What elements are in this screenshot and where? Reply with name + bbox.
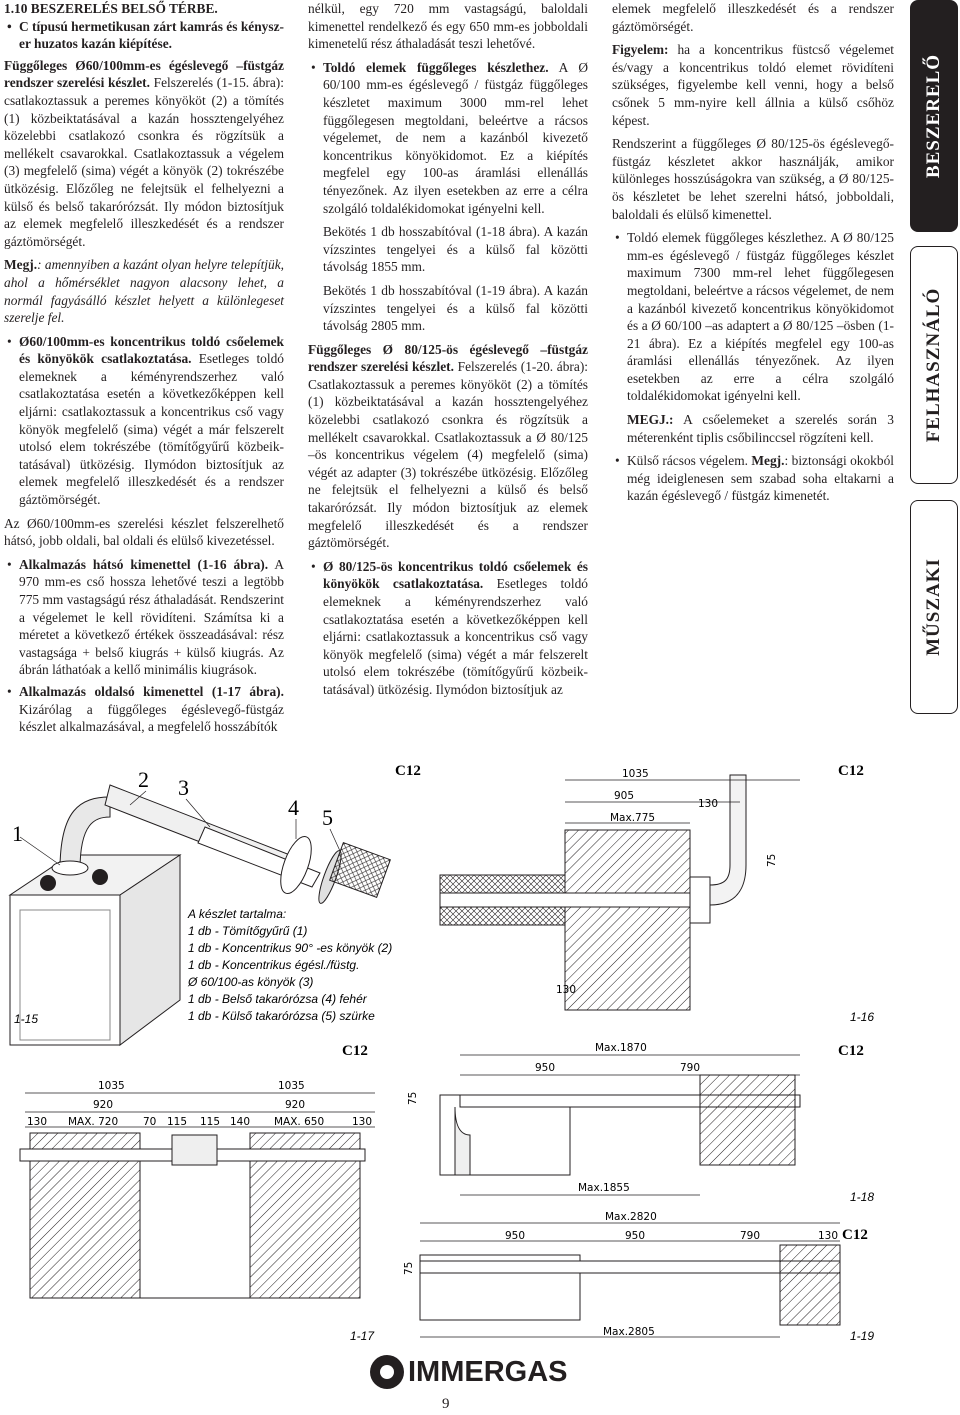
bullet-list xyxy=(4,556,284,736)
note-text: : amennyiben a kazánt olyan helyre telepítjük, ahol a hőmérséklet nagyon alacsony lehet, a normál fagyásálló készlet helyett a különlegeset szerelje fel. xyxy=(4,257,284,326)
page-number: 9 xyxy=(442,1396,450,1412)
tab-label: BESZERELŐ xyxy=(923,53,944,179)
tab-felhasznalo[interactable] xyxy=(910,246,958,484)
section-title: 1.10 BESZERELÉS BELSŐ TÉRBE. xyxy=(4,1,218,16)
list-item-text: Esetleges toldó elemeknek a kéményrendszerhez való csatlakoztatása esetén a következőképpen kell eljárni: csatlakoztassuk a koncentrikus cső vagy könyök megfelelő (sima) végét a már felszerelt utolsó elem tokrészébe (tömítőgyűrű közbeiktatásával) ütközésig. Ilymódon biztosítjuk az xyxy=(323,576,588,697)
part-number: 2 xyxy=(138,767,149,792)
bullet-list xyxy=(308,558,588,699)
list-item: • C típusú hermetikusan zárt kamrás és kényszer huzatos kazán kiépítése. xyxy=(19,18,284,53)
note-label: Megj. xyxy=(4,257,38,273)
dimension-label: 790 xyxy=(740,1230,761,1242)
dimension-label: 920 xyxy=(93,1099,114,1111)
dimension-label: 950 xyxy=(625,1230,646,1242)
dimension-label: 790 xyxy=(680,1062,701,1074)
text-column-3 xyxy=(612,0,894,511)
list-item: • Toldó elemek függőleges készlethez. A Ø 80/125 mm-es égéslevegő / füstgáz függőleges készlet maximum 7300 mm-rel lehet függőlegesen megtoldani, beleértve a rácsos végelemet, de nem a kazánból kivezető koncentrikus könyökidomot és a Ø 60/100 –as adaptert a Ø 80/125 –ösben (1-21 ábra). Ez a kiépítés megfelel egy 100-as áramlási ellenállás tényezőnek. Az ilyen esetekben az erre a célra szolgáló toldalékidomokat igényelni kell. xyxy=(627,229,894,405)
dimension-label: 115 xyxy=(167,1116,188,1128)
figure-1-16 xyxy=(395,763,874,1024)
paragraph: Az Ø60/100mm-es szerelési készlet felszerelhető hátsó, jobb oldali, bal oldali és elülső kivezetéssel. xyxy=(4,515,284,549)
figure-label: 1-17 xyxy=(350,1329,375,1343)
tab-beszerelo[interactable] xyxy=(910,0,958,232)
dimension-label: 115 xyxy=(200,1116,221,1128)
paragraph xyxy=(4,57,284,251)
dimension-label: Max.1870 xyxy=(595,1042,647,1054)
subheading: Függőleges Ø 80/125-ös égéslevegő –füstgáz rendszer szerelési készlet. xyxy=(308,341,588,375)
list-item-text: Kizárólag a függőleges égéslevegő-füstgáz készlet alkalmazásával, a megfelelő hosszábítók xyxy=(19,701,284,735)
dimension-label: 140 xyxy=(230,1116,251,1128)
c12-tag: C12 xyxy=(342,1043,368,1059)
figure-1-19 xyxy=(403,1211,874,1343)
attention-label: Figyelem: xyxy=(612,42,669,58)
part-number: 1 xyxy=(12,821,23,846)
brand-logo xyxy=(370,1355,568,1389)
dimension-label: Max.2805 xyxy=(603,1326,655,1338)
list-item xyxy=(627,452,894,505)
kit-item: 1 db - Belső takarórózsa (4) fehér xyxy=(188,992,367,1006)
part-number: 3 xyxy=(178,775,189,800)
kit-item: 1 db - Tömítőgyűrű (1) xyxy=(188,924,308,938)
tab-muszaki[interactable] xyxy=(910,500,958,714)
bullet-list xyxy=(612,229,894,405)
part-number: 4 xyxy=(288,795,299,820)
dimension-label: 905 xyxy=(614,790,635,802)
dimension-label: MAX. 720 xyxy=(68,1116,119,1128)
dimension-label: 130 xyxy=(698,798,719,810)
list-item-text: A 970 mm-es cső hossza lehetővé teszi a legtöbb 775 mm vastagságú rész áthaladását. Rendszerint a végelemet le kell rövidíteni. Számítsa ki a méretet a következő értékek összeadásával: rész vastagsága + belső kiugrás + külső kiugrás. Az ábrán láthatóak a kellő minimális kiugrások. xyxy=(19,556,284,678)
list-item-heading: Alkalmazás hátsó kimenettel (1-16 ábra). xyxy=(19,556,269,572)
list-item-heading: Ø60/100mm-es koncentrikus toldó csőelemek és könyökök csatlakoztatása. xyxy=(19,333,284,367)
figure-1-17 xyxy=(20,1043,375,1343)
paragraph-text: ha a koncentrikus füstcső végelemet és/vagy a koncentrikus toldó elemet rövidíteni szükséges, figyelembe kell venni, hogy a belső csőnek 5 mm-nyire kell állnia a külső csőhöz képest. xyxy=(612,42,894,128)
note-label: Megj. xyxy=(751,453,785,469)
list-item-heading: Alkalmazás oldalsó kimenettel (1-17 ábra). xyxy=(19,683,284,699)
c12-tag: C12 xyxy=(395,763,421,779)
dimension-label: 1035 xyxy=(278,1080,305,1092)
figure-label: 1-19 xyxy=(850,1329,875,1343)
list-item-text: Külső rácsos végelem. xyxy=(627,453,752,469)
text-column-2 xyxy=(308,0,588,705)
list-item xyxy=(19,333,284,509)
dimension-label: 70 xyxy=(143,1116,157,1128)
dimension-label: 75 xyxy=(407,1091,419,1105)
dimension-label: 130 xyxy=(27,1116,48,1128)
list-item-text: Esetleges toldó elemeknek a kéményrendszerhez való csatlakoztatása esetén a következőképpen kell eljárni: csatlakoztassuk a koncentrikus cső vagy könyök megfelelő (sima) végét a már felszerelt utolsó elem tokrészébe (tömítőgyűrű közbeiktatásával) ütközésig. Ilymódon biztosítjuk az elemek megfelelő illeszkedését és a rendszer gáztömörségét. xyxy=(19,351,284,508)
figure-label: 1-15 xyxy=(14,1012,39,1026)
dimension-label: 130 xyxy=(352,1116,373,1128)
list-item-text: A Ø 60/100 mm-es égéslevegő / füstgáz függőleges készletet maximum 3000 mm-rel lehet függőlegesen megtoldani, beleértve a rácsos végelemet, de nem a kazánból kivezető koncentrikus könyökidomot. Ez a kiépítés megfelel egy 100-as áramlási ellenállás tényezőnek. Az ilyen esetekben az erre a célra szolgáló toldalékidomokat igényelni kell. xyxy=(323,59,589,216)
kit-item: 1 db - Koncentrikus 90° -es könyök (2) xyxy=(188,941,393,955)
dimension-label: MAX. 650 xyxy=(274,1116,325,1128)
paragraph xyxy=(612,41,894,129)
dimension-label: Max.775 xyxy=(610,812,656,824)
paragraph-text: A csőelemeket a szerelés során 3 méterenként tiplis csőbilinccsel rögzíteni kell. xyxy=(627,412,894,445)
c12-tag: C12 xyxy=(838,1043,864,1059)
figure-label: 1-18 xyxy=(850,1190,875,1204)
figure-1-18 xyxy=(407,1042,874,1204)
paragraph-text: Felszerelés (1-20. ábra): Csatlakoztassuk a peremes könyököt (2) a tömítés (1) közbeiktatásával a kazán hossztengelyéhez közelebbi csatlakozó csonkra és rögzítsük a mellékelt csavarokkal. Csatlakoztassuk a Ø 80/125 –ös koncentrikus végelem (4) megfelelő (sima) végét az adapter (3) tokrészébe ütközésig. Előzőleg ne felejtsük el felhelyezni a külső és belső takarórózsát. Ily módon biztosítjuk az elemek megfelelő illeszkedését és a rendszer gáztömörségét. xyxy=(308,359,589,551)
list-item xyxy=(19,556,284,679)
c12-tag: C12 xyxy=(838,763,864,779)
paragraph: Bekötés 1 db hosszabítóval (1-19 ábra). A kazán vízszintes tengelyei és a külső fal közötti távolság 2805 mm. xyxy=(323,282,588,334)
list-item-heading: Ø 80/125-ös koncentrikus toldó csőelemek és könyökök csatlakoztatása. xyxy=(323,558,588,592)
list-item xyxy=(323,558,588,699)
part-number: 5 xyxy=(322,805,333,830)
tab-label: MŰSZAKI xyxy=(923,558,944,656)
brand-name: IMMERGAS xyxy=(408,1355,568,1388)
immergas-logo-icon xyxy=(370,1355,404,1389)
paragraph: nélkül, egy 720 mm vastagságú, baloldali kimenettel rendelkező és egy 650 mm-es jobboldali kimenetelű rész áthaladását teszi lehetővé. xyxy=(308,1,588,52)
figure-1-15 xyxy=(10,767,392,1045)
dimension-label: 950 xyxy=(505,1230,526,1242)
dimension-label: 950 xyxy=(535,1062,556,1074)
list-item xyxy=(19,683,284,736)
kit-item: 1 db - Külső takarórózsa (5) szürke xyxy=(188,1009,375,1023)
dimension-label: 75 xyxy=(403,1261,415,1275)
paragraph: Bekötés 1 db hosszabítóval (1-18 ábra). A kazán vízszintes tengelyei és a külső fal közötti távolság 1855 mm. xyxy=(323,224,588,275)
paragraph xyxy=(308,341,588,552)
bullet-list xyxy=(4,333,284,509)
dimension-label: 1035 xyxy=(98,1080,125,1092)
note-paragraph xyxy=(4,256,284,326)
paragraph: elemek megfelelő illeszkedését és a rendszer gáztömörségét. xyxy=(612,1,894,34)
dimension-label: 1035 xyxy=(622,768,649,780)
dimension-label: Max.1855 xyxy=(578,1182,630,1194)
bullet-list xyxy=(4,18,284,53)
list-item-text: : biztonsági okokból még ideiglenesen sem szabad soha eltakarni a kazán égéslevegő / füstgáz kimenetét. xyxy=(627,453,894,504)
subheading: Függőleges Ø60/100mm-es égéslevegő –füstgáz rendszer szerelési készlet. xyxy=(4,57,284,91)
kit-title: A készlet tartalma: xyxy=(188,907,287,921)
dimension-label: 920 xyxy=(285,1099,306,1111)
paragraph-text: Felszerelés (1-15. ábra): csatlakoztassuk a peremes könyököt (2) a tömítés (1) közbeiktatásával a kazán hossztengelyéhez közelebbi csatlakozó csonkra és rögzítsük a mellékelt csavarokkal. Csatlakoztassuk a végelem (3) megfelelő (sima) végét a könyök (2) tokrészébe ütközésig. Előzőleg ne felejtsük el felhelyezni a külső és belső takarórózsát. Ily módon biztosítjuk az elemek megfelelő illeszkedését és a rendszer gáztömörségét. xyxy=(4,75,284,249)
text-column-1 xyxy=(4,0,284,742)
figure-label: 1-16 xyxy=(850,1010,875,1024)
c12-tag: C12 xyxy=(842,1227,868,1243)
dimension-label: 130 xyxy=(818,1230,839,1242)
list-item-heading: Toldó elemek függőleges készlethez. xyxy=(323,59,549,75)
kit-item: 1 db - Koncentrikus égésl./füstg. xyxy=(188,958,360,972)
paragraph xyxy=(612,411,894,446)
dimension-label: 130 xyxy=(556,984,577,996)
technical-figures xyxy=(0,755,960,1355)
bullet-list xyxy=(612,452,894,505)
dimension-label: Max.2820 xyxy=(605,1211,657,1223)
bullet-list xyxy=(308,59,588,217)
dimension-label: 75 xyxy=(766,853,778,867)
note-label: MEGJ.: xyxy=(627,412,674,428)
tab-label: FELHASZNÁLÓ xyxy=(923,287,944,443)
list-item xyxy=(323,59,588,217)
paragraph: Rendszerint a függőleges Ø 80/125-ös égéslevegő-füstgáz készletet akkor használják, amikor különleges hosszúságokra van szükség, a Ø 80/125-ös készletet be lehet szerelni hátsó, jobboldali, baloldali és elülső kimenettel. xyxy=(612,136,894,222)
kit-item: Ø 60/100-as könyök (3) xyxy=(188,975,314,989)
